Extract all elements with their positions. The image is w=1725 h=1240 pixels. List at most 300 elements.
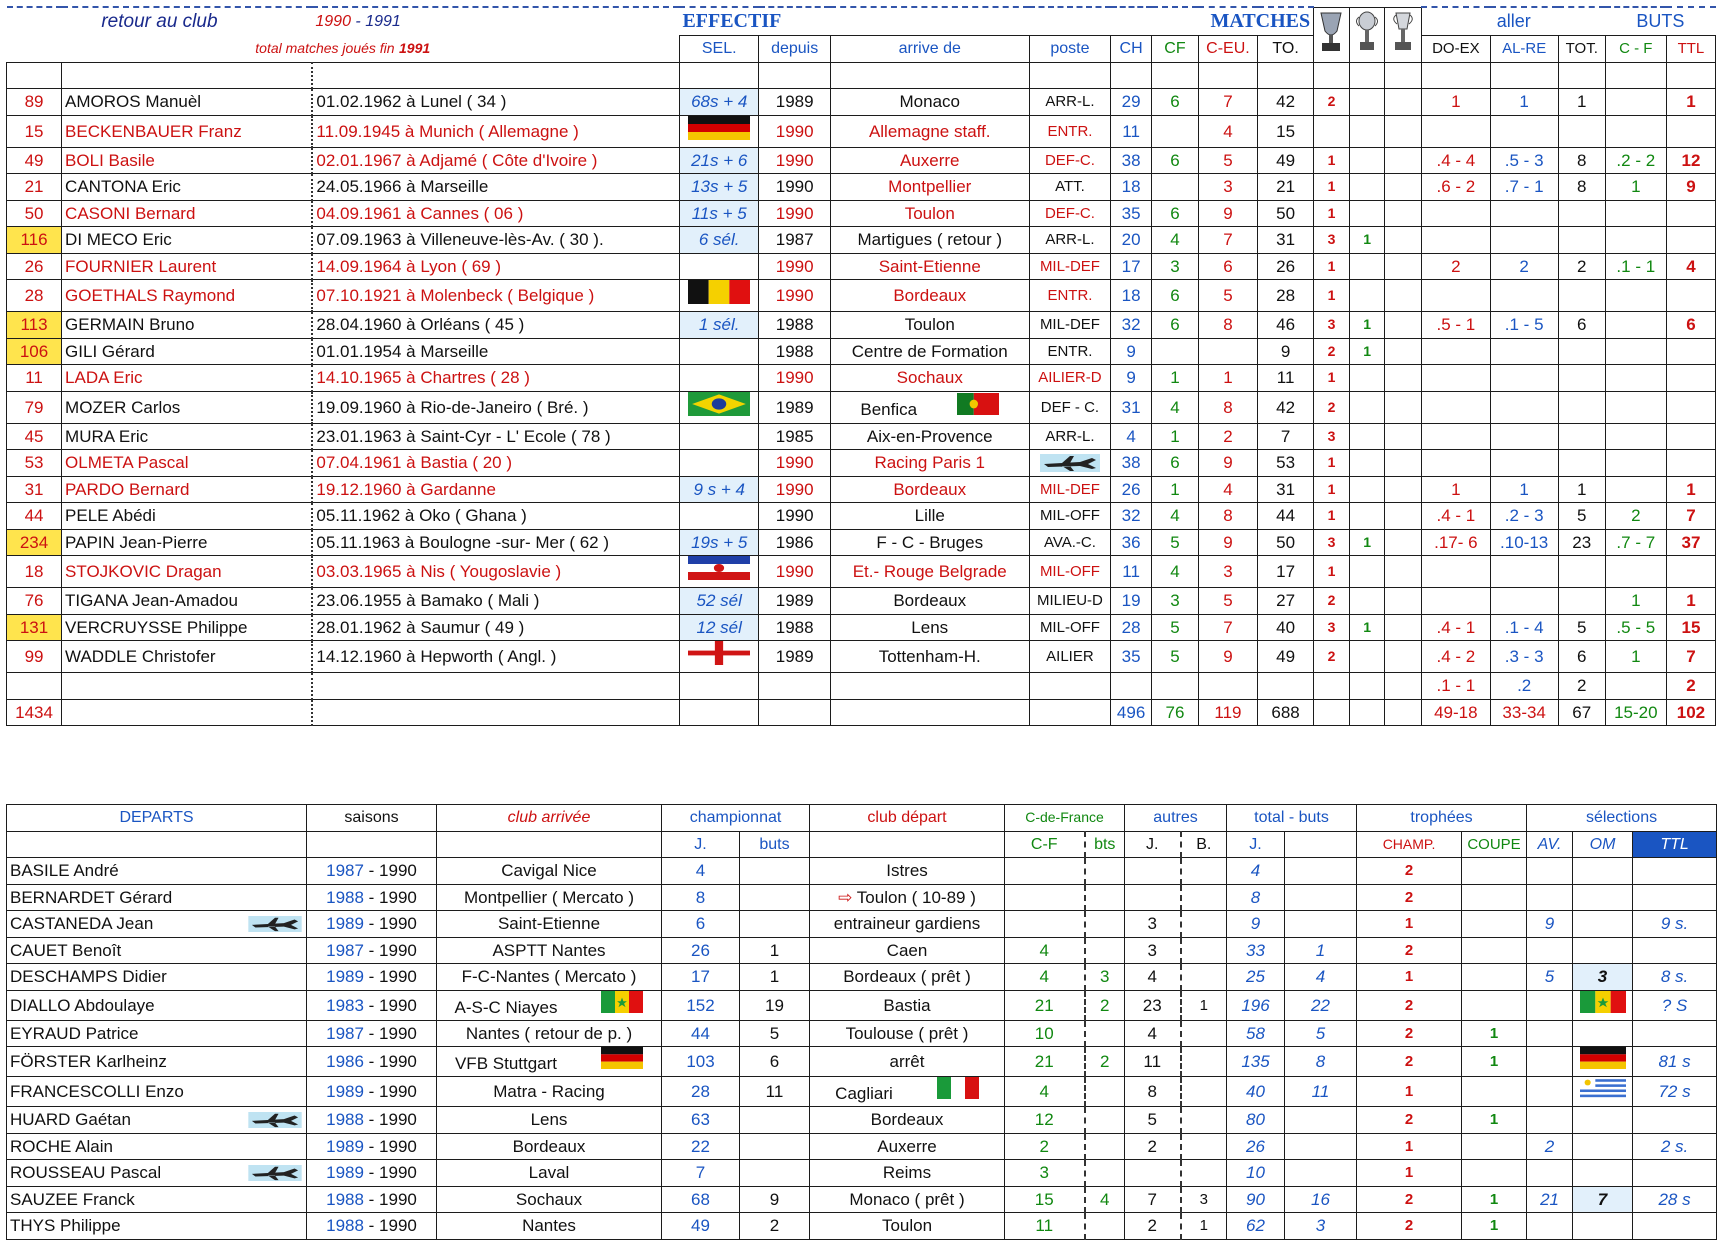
player-trophy-3 <box>1385 174 1422 201</box>
empty-cell <box>437 831 662 858</box>
england-flag-icon <box>688 641 750 665</box>
player-from-club <box>830 312 1029 339</box>
player-ceu: 8 <box>1198 503 1257 530</box>
depart-cf-goals <box>1085 1107 1125 1134</box>
col-arrive-de: arrive de <box>830 36 1029 63</box>
player-position: ENTR. <box>1029 115 1111 147</box>
empty-cell <box>830 62 1029 89</box>
depart-league-goals <box>740 911 810 938</box>
player-tot: 23 <box>1558 529 1605 556</box>
player-since: 1989 <box>759 391 830 423</box>
player-trophy-3 <box>1385 641 1422 673</box>
depart-champ: 1 <box>1357 964 1462 991</box>
empty-cell <box>1314 673 1350 700</box>
player-ttl <box>1666 450 1715 477</box>
championnat-label: championnat <box>662 805 810 832</box>
season-end: 1990 <box>379 887 417 907</box>
depart-total-goals: 22 <box>1285 990 1357 1020</box>
depart-name <box>7 990 307 1020</box>
depart-other-games: 3 <box>1125 937 1181 964</box>
player-row <box>7 200 1716 227</box>
player-doex: .4 - 1 <box>1422 614 1490 641</box>
empty-cell <box>1314 62 1350 89</box>
player-trophy-1: 2 <box>1314 588 1350 615</box>
player-from-club-label: Martigues ( retour ) <box>857 230 1003 250</box>
season-start: 1988 <box>326 1216 364 1236</box>
col-coupe: COUPE <box>1462 831 1527 858</box>
empty-cell <box>1385 673 1422 700</box>
player-ceu: 8 <box>1198 391 1257 423</box>
depart-row <box>7 964 1717 991</box>
empty-cell <box>1605 62 1666 89</box>
player-alre <box>1490 450 1558 477</box>
depart-av: 2 <box>1527 1133 1573 1160</box>
col-ch: CH <box>1111 36 1152 63</box>
player-ttl: 4 <box>1666 253 1715 280</box>
depart-cf-games: 3 <box>1005 1160 1085 1187</box>
player-alre <box>1490 391 1558 423</box>
depart-om <box>1573 1133 1633 1160</box>
player-ceu: 9 <box>1198 641 1257 673</box>
player-trophy-3 <box>1385 338 1422 365</box>
empty-cell <box>1314 699 1350 726</box>
player-tot: 8 <box>1558 147 1605 174</box>
player-trophy-3 <box>1385 227 1422 254</box>
club-depart-label: Toulon ( 10-89 ) <box>856 887 976 907</box>
season-start: 1989 <box>326 1136 364 1156</box>
season-start: 1988 <box>326 1189 364 1209</box>
season-end: 1990 <box>379 1052 417 1071</box>
depart-cf-goals <box>1085 884 1125 911</box>
depart-ttl: 72 s <box>1633 1077 1717 1107</box>
player-from-club <box>830 280 1029 312</box>
player-doex: 1 <box>1422 476 1490 503</box>
depart-league-goals: 6 <box>740 1047 810 1077</box>
player-trophy-1: 1 <box>1314 450 1350 477</box>
depart-other-games: 3 <box>1125 911 1181 938</box>
player-trophy-2 <box>1349 588 1385 615</box>
player-ttl: 1 <box>1666 89 1715 116</box>
season-end: 1990 <box>379 1216 417 1236</box>
player-to: 49 <box>1258 147 1314 174</box>
player-selections: 13s + 5 <box>679 174 759 201</box>
player-trophy-3 <box>1385 115 1422 147</box>
extra-doex: .1 - 1 <box>1422 673 1490 700</box>
player-alre <box>1490 200 1558 227</box>
player-matches-total: 116 <box>7 227 62 254</box>
player-position: MILIEU-D <box>1029 588 1111 615</box>
empty-cell <box>1029 673 1111 700</box>
empty-cell <box>62 62 313 89</box>
season-start: 1986 <box>326 1052 364 1071</box>
empty-cell <box>1029 699 1111 726</box>
season-start: 1989 <box>326 1163 364 1183</box>
player-ceu: 3 <box>1198 174 1257 201</box>
depart-coupe <box>1462 858 1527 885</box>
player-doex <box>1422 280 1490 312</box>
depart-champ: 1 <box>1357 1160 1462 1187</box>
player-c-f <box>1605 423 1666 450</box>
empty-cell <box>1422 62 1490 89</box>
player-ch: 11 <box>1111 115 1152 147</box>
depart-club-depart <box>810 937 1005 964</box>
player-from-club-label: Tottenham-H. <box>878 647 981 666</box>
depart-league-games: 28 <box>662 1077 740 1107</box>
player-doex <box>1422 115 1490 147</box>
empty-cell <box>1258 673 1314 700</box>
player-ch: 32 <box>1111 503 1152 530</box>
trophees-label: trophées <box>1357 805 1527 832</box>
depart-coupe <box>1462 911 1527 938</box>
player-row <box>7 227 1716 254</box>
depart-club-arrivee <box>437 964 662 991</box>
club-depart-label: club départ <box>810 805 1005 832</box>
airplane-icon <box>248 1165 302 1181</box>
depart-cf-goals <box>1085 911 1125 938</box>
player-name: BOLI Basile <box>62 147 313 174</box>
depart-other-games: 2 <box>1125 1133 1181 1160</box>
senegal-flag-icon <box>601 991 643 1013</box>
player-ch: 17 <box>1111 253 1152 280</box>
player-ceu: 7 <box>1198 614 1257 641</box>
subtitle: total matches joués fin <box>255 40 395 56</box>
player-trophy-2 <box>1349 423 1385 450</box>
depart-total-games: 8 <box>1227 884 1285 911</box>
player-doex: .4 - 2 <box>1422 641 1490 673</box>
depart-coupe <box>1462 990 1527 1020</box>
depart-name <box>7 858 307 885</box>
season-end: 1990 <box>379 861 417 881</box>
depart-cf-goals <box>1085 858 1125 885</box>
player-row <box>7 280 1716 312</box>
season-end: 1990 <box>379 967 417 987</box>
player-c-f: .5 - 5 <box>1605 614 1666 641</box>
player-ch: 38 <box>1111 147 1152 174</box>
player-cf: 1 <box>1152 365 1199 392</box>
player-from-club-label: Toulon <box>904 315 955 335</box>
player-from-club-label: Bordeaux <box>893 286 967 305</box>
player-doex: .6 - 2 <box>1422 174 1490 201</box>
depart-seasons <box>307 1020 437 1047</box>
depart-other-games: 5 <box>1125 1107 1181 1134</box>
player-trophy-1: 3 <box>1314 312 1350 339</box>
depart-club-arrivee <box>437 858 662 885</box>
player-doex <box>1422 588 1490 615</box>
season-separator: - <box>363 1110 380 1130</box>
page-title: retour au club <box>101 10 218 32</box>
buts-label-cell <box>1605 7 1715 36</box>
total-c-f: 15-20 <box>1605 699 1666 726</box>
player-trophy-2 <box>1349 280 1385 312</box>
player-cf: 1 <box>1152 423 1199 450</box>
depart-row <box>7 1107 1717 1134</box>
depart-row <box>7 911 1717 938</box>
depart-league-games: 22 <box>662 1133 740 1160</box>
player-matches-total: 45 <box>7 423 62 450</box>
player-since: 1987 <box>759 227 830 254</box>
col-to: TO. <box>1258 36 1314 63</box>
empty-cell <box>1152 62 1199 89</box>
col-sel: SEL. <box>679 36 759 63</box>
total-ch: 496 <box>1111 699 1152 726</box>
depart-name <box>7 1077 307 1107</box>
depart-other-goals <box>1181 937 1227 964</box>
player-tot <box>1558 423 1605 450</box>
player-alre: .10-13 <box>1490 529 1558 556</box>
player-doex: .5 - 1 <box>1422 312 1490 339</box>
player-birth: 28.01.1962 à Saumur ( 49 ) <box>312 614 679 641</box>
season-separator: - <box>363 1082 380 1101</box>
depart-other-games: 7 <box>1125 1186 1181 1213</box>
depart-ttl: ? S <box>1633 990 1717 1020</box>
depart-club-arrivee <box>437 937 662 964</box>
depart-seasons <box>307 1133 437 1160</box>
player-c-f: .2 - 2 <box>1605 147 1666 174</box>
departs-header-row-2 <box>7 831 1717 858</box>
player-to: 21 <box>1258 174 1314 201</box>
depart-league-games: 44 <box>662 1020 740 1047</box>
player-position: DEF-C. <box>1029 200 1111 227</box>
depart-av <box>1527 1160 1573 1187</box>
player-name: WADDLE Christofer <box>62 641 313 673</box>
player-from-club-label: Bordeaux <box>893 479 967 499</box>
depart-other-goals: 1 <box>1181 990 1227 1020</box>
depart-league-games: 17 <box>662 964 740 991</box>
depart-name-label: DIALLO Abdoulaye <box>10 995 155 1015</box>
player-row <box>7 423 1716 450</box>
player-ceu: 7 <box>1198 227 1257 254</box>
depart-league-goals: 9 <box>740 1186 810 1213</box>
player-tot <box>1558 391 1605 423</box>
depart-total-goals: 4 <box>1285 964 1357 991</box>
depart-name <box>7 1107 307 1134</box>
player-trophy-2 <box>1349 641 1385 673</box>
player-ceu: 5 <box>1198 147 1257 174</box>
depart-coupe: 1 <box>1462 1186 1527 1213</box>
player-trophy-1: 2 <box>1314 391 1350 423</box>
player-since: 1990 <box>759 280 830 312</box>
depart-other-games: 4 <box>1125 964 1181 991</box>
col-depuis: depuis <box>759 36 830 63</box>
depart-av: 9 <box>1527 911 1573 938</box>
depart-other-games: 11 <box>1125 1047 1181 1077</box>
player-doex <box>1422 365 1490 392</box>
germany-flag-icon <box>1580 1047 1626 1069</box>
season-start: 1987 <box>326 861 364 881</box>
player-c-f <box>1605 391 1666 423</box>
depart-cf-games: 10 <box>1005 1020 1085 1047</box>
depart-cf-goals: 4 <box>1085 1186 1125 1213</box>
total-cf: 76 <box>1152 699 1199 726</box>
player-matches-total: 113 <box>7 312 62 339</box>
player-since: 1990 <box>759 253 830 280</box>
depart-om <box>1573 937 1633 964</box>
empty-cell <box>679 699 759 726</box>
player-matches-total: 99 <box>7 641 62 673</box>
departs-table <box>6 804 1717 1240</box>
empty-cell <box>1490 62 1558 89</box>
player-name: AMOROS Manuèl <box>62 89 313 116</box>
player-row <box>7 476 1716 503</box>
player-selections: 9 s + 4 <box>679 476 759 503</box>
depart-league-goals: 1 <box>740 937 810 964</box>
depart-other-games: 8 <box>1125 1077 1181 1107</box>
player-trophy-2 <box>1349 174 1385 201</box>
player-to: 26 <box>1258 253 1314 280</box>
col-doex: DO-EX <box>1422 36 1490 63</box>
player-from-club <box>830 147 1029 174</box>
player-alre: 1 <box>1490 89 1558 116</box>
club-depart-label: Caen <box>886 940 928 960</box>
depart-row <box>7 937 1717 964</box>
depart-cf-games: 4 <box>1005 964 1085 991</box>
depart-av <box>1527 858 1573 885</box>
season-separator: - <box>363 861 380 881</box>
empty-cell <box>1349 62 1385 89</box>
depart-champ: 2 <box>1357 990 1462 1020</box>
depart-seasons <box>307 1077 437 1107</box>
depart-coupe: 1 <box>1462 1020 1527 1047</box>
player-since: 1990 <box>759 556 830 588</box>
player-c-f: 1 <box>1605 588 1666 615</box>
player-doex: .4 - 4 <box>1422 147 1490 174</box>
player-name: MURA Eric <box>62 423 313 450</box>
player-from-club <box>830 641 1029 673</box>
empty-cell <box>759 62 830 89</box>
depart-league-goals: 5 <box>740 1020 810 1047</box>
player-from-club <box>830 450 1029 477</box>
player-birth: 07.09.1963 à Villeneuve-lès-Av. ( 30 ). <box>312 227 679 254</box>
player-ceu: 5 <box>1198 280 1257 312</box>
depart-total-games: 196 <box>1227 990 1285 1020</box>
player-ttl: 1 <box>1666 476 1715 503</box>
player-ceu: 9 <box>1198 450 1257 477</box>
player-to: 44 <box>1258 503 1314 530</box>
depart-champ: 2 <box>1357 884 1462 911</box>
player-cf: 4 <box>1152 227 1199 254</box>
depart-seasons <box>307 937 437 964</box>
player-trophy-3 <box>1385 450 1422 477</box>
depart-champ: 2 <box>1357 1047 1462 1077</box>
player-trophy-3 <box>1385 423 1422 450</box>
season-end: 1990 <box>379 940 417 960</box>
player-row <box>7 115 1716 147</box>
player-selections <box>679 423 759 450</box>
depart-om <box>1573 884 1633 911</box>
player-selections: 6 sél. <box>679 227 759 254</box>
player-from-club <box>830 115 1029 147</box>
aller-label: aller <box>1496 10 1531 31</box>
player-ttl: 37 <box>1666 529 1715 556</box>
depart-seasons <box>307 858 437 885</box>
player-to: 46 <box>1258 312 1314 339</box>
club-depart-label: Cagliari <box>835 1084 893 1103</box>
season-end: 1990 <box>379 1163 417 1183</box>
player-matches-total: 21 <box>7 174 62 201</box>
depart-av <box>1527 937 1573 964</box>
player-name: TIGANA Jean-Amadou <box>62 588 313 615</box>
depart-total-games: 26 <box>1227 1133 1285 1160</box>
player-since: 1986 <box>759 529 830 556</box>
player-ch: 38 <box>1111 450 1152 477</box>
depart-name <box>7 1133 307 1160</box>
player-row <box>7 147 1716 174</box>
player-trophy-3 <box>1385 476 1422 503</box>
player-row <box>7 253 1716 280</box>
subtitle-cell <box>7 36 680 63</box>
depart-om <box>1573 1107 1633 1134</box>
player-matches-total: 11 <box>7 365 62 392</box>
player-c-f <box>1605 227 1666 254</box>
depart-ttl: 28 s <box>1633 1186 1717 1213</box>
player-trophy-1: 3 <box>1314 227 1350 254</box>
depart-seasons <box>307 990 437 1020</box>
player-from-club <box>830 476 1029 503</box>
player-birth: 24.05.1966 à Marseille <box>312 174 679 201</box>
player-birth: 03.03.1965 à Nis ( Yougoslavie ) <box>312 556 679 588</box>
player-birth: 28.04.1960 à Orléans ( 45 ) <box>312 312 679 339</box>
player-position: ENTR. <box>1029 338 1111 365</box>
depart-om <box>1573 1160 1633 1187</box>
depart-other-games: 4 <box>1125 1020 1181 1047</box>
empty-cell <box>759 673 830 700</box>
player-trophy-3 <box>1385 89 1422 116</box>
player-trophy-1 <box>1314 115 1350 147</box>
player-position: AVA.-C. <box>1029 529 1111 556</box>
player-row <box>7 450 1716 477</box>
player-to: 42 <box>1258 391 1314 423</box>
player-matches-total: 15 <box>7 115 62 147</box>
player-c-f <box>1605 312 1666 339</box>
player-since: 1990 <box>759 503 830 530</box>
player-matches-total: 76 <box>7 588 62 615</box>
player-ttl <box>1666 115 1715 147</box>
season-start: 1990 <box>315 13 351 31</box>
player-matches-total: 89 <box>7 89 62 116</box>
season-separator: - <box>363 1023 380 1043</box>
player-trophy-3 <box>1385 253 1422 280</box>
player-tot <box>1558 556 1605 588</box>
depart-total-goals <box>1285 911 1357 938</box>
title-cell <box>7 7 313 36</box>
player-name: GOETHALS Raymond <box>62 280 313 312</box>
depart-league-goals: 2 <box>740 1213 810 1240</box>
depart-name-label: HUARD Gaétan <box>10 1110 131 1130</box>
player-selections: 19s + 5 <box>679 529 759 556</box>
depart-ttl: 9 s. <box>1633 911 1717 938</box>
player-trophy-1: 1 <box>1314 280 1350 312</box>
depart-champ: 1 <box>1357 1133 1462 1160</box>
player-from-club <box>830 503 1029 530</box>
player-tot <box>1558 450 1605 477</box>
depart-name-label: BASILE André <box>10 861 119 881</box>
depart-row <box>7 1186 1717 1213</box>
player-cf <box>1152 174 1199 201</box>
season-end: 1990 <box>379 1110 417 1130</box>
player-to: 9 <box>1258 338 1314 365</box>
empty-cell <box>62 699 313 726</box>
season-separator: - <box>363 1052 380 1071</box>
depart-av <box>1527 1077 1573 1107</box>
player-doex: .17- 6 <box>1422 529 1490 556</box>
player-doex <box>1422 338 1490 365</box>
depart-om <box>1573 1020 1633 1047</box>
depart-seasons <box>307 1047 437 1077</box>
player-tot <box>1558 227 1605 254</box>
club-arrivee-label: Matra - Racing <box>493 1082 605 1101</box>
player-cf: 4 <box>1152 556 1199 588</box>
player-position: ARR-L. <box>1029 227 1111 254</box>
